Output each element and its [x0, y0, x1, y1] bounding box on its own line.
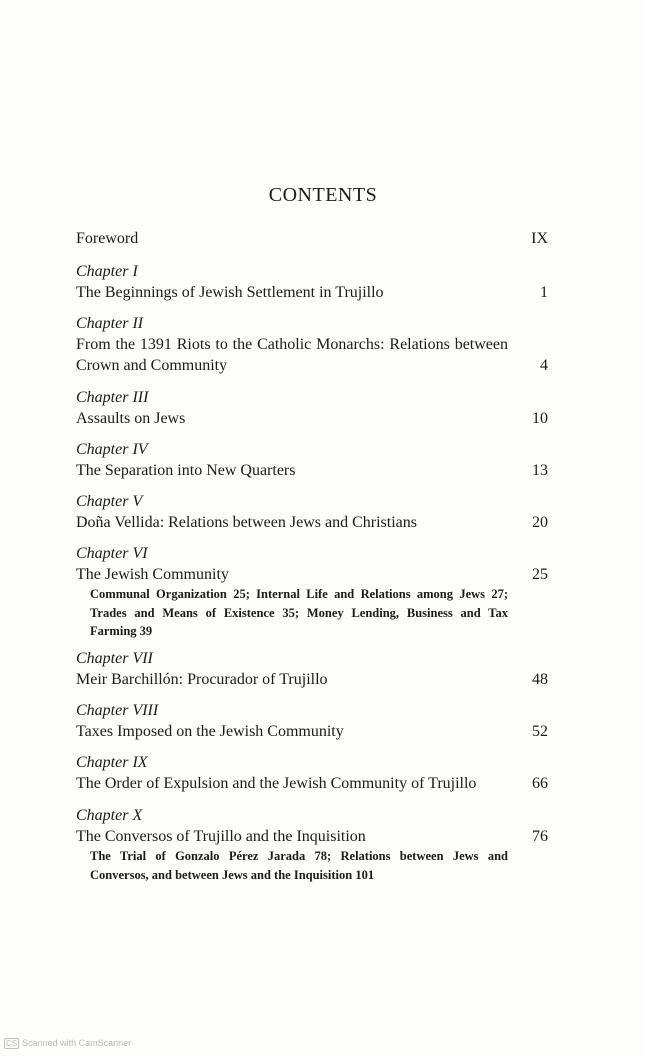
page-title: CONTENTS	[268, 184, 378, 206]
toc-entry-chapter-6	[76, 543, 548, 641]
toc-row	[76, 228, 548, 249]
toc-entry-chapter-2	[76, 313, 548, 376]
chapter-label: Chapter VII	[76, 650, 153, 667]
chapter-title: Taxes Imposed on the Jewish Community	[76, 723, 344, 740]
chapter-label: Chapter V	[76, 493, 143, 510]
toc-row	[76, 334, 548, 376]
chapter-label: Chapter X	[76, 807, 143, 824]
toc-entry-chapter-10	[76, 805, 548, 884]
chapter-page-number: 4	[540, 357, 548, 374]
chapter-title: The Conversos of Trujillo and the Inquisition	[76, 828, 366, 845]
toc-entry-chapter-5	[76, 491, 548, 533]
toc-entry-chapter-1	[76, 261, 548, 303]
watermark-text: Scanned with CamScanner	[22, 1038, 132, 1048]
chapter-page-number: 25	[532, 566, 548, 583]
chapter-label: Chapter I	[76, 263, 138, 280]
chapter-title: The Separation into New Quarters	[76, 462, 296, 479]
chapter-title: The Beginnings of Jewish Settlement in Trujillo	[76, 284, 384, 301]
chapter-page-number: 52	[532, 723, 548, 740]
chapter-label: Chapter IX	[76, 754, 148, 771]
chapter-label: Chapter IV	[76, 441, 148, 458]
toc-entry-chapter-9	[76, 752, 548, 794]
chapter-subtopics: The Trial of Gonzalo Pérez Jarada 78; Relations between Jews and Conversos, and between Jews and the Inquisition 101	[90, 849, 508, 882]
toc-row	[76, 721, 548, 742]
chapter-page-number: 20	[532, 514, 548, 531]
toc-row	[76, 408, 548, 429]
chapter-page-number: 48	[532, 671, 548, 688]
toc-entry-chapter-3	[76, 387, 548, 429]
chapter-label: Chapter VI	[76, 545, 148, 562]
chapter-title: Assaults on Jews	[76, 410, 186, 427]
chapter-title: Doña Vellida: Relations between Jews and Christians	[76, 514, 417, 531]
toc-entry-chapter-4	[76, 439, 548, 481]
chapter-label: Chapter VIII	[76, 702, 159, 719]
scanner-watermark	[4, 1038, 131, 1049]
toc-entry-foreword	[76, 228, 548, 249]
toc-row	[76, 460, 548, 481]
chapter-page-number: 76	[532, 828, 548, 845]
chapter-label: Chapter III	[76, 389, 149, 406]
toc-row	[76, 826, 548, 847]
toc-row	[76, 512, 548, 533]
toc-entry-chapter-8	[76, 700, 548, 742]
toc-row	[76, 564, 548, 585]
chapter-title: Meir Barchillón: Procurador of Trujillo	[76, 671, 328, 688]
chapter-title: The Order of Expulsion and the Jewish Community of Trujillo	[76, 775, 477, 792]
toc-row	[76, 669, 548, 690]
chapter-title: The Jewish Community	[76, 566, 229, 583]
toc-row	[76, 282, 548, 303]
camscanner-logo-icon: CS	[6, 1039, 18, 1048]
chapter-page-number: 13	[532, 462, 548, 479]
chapter-page-number: 66	[532, 775, 548, 792]
foreword-page-number: IX	[531, 230, 548, 247]
toc-row	[76, 773, 548, 794]
chapter-page-number: 10	[532, 410, 548, 427]
chapter-label: Chapter II	[76, 315, 144, 332]
chapter-subtopics: Communal Organization 25; Internal Life and Relations among Jews 27; Trades and Means of Existence 35; Money Lending, Business and Tax Farming 39	[90, 587, 508, 638]
foreword-label: Foreword	[76, 230, 139, 247]
chapter-page-number: 1	[540, 284, 548, 301]
chapter-title: From the 1391 Riots to the Catholic Monarchs: Relations between Crown and Community	[76, 336, 508, 374]
toc-entry-chapter-7	[76, 648, 548, 690]
